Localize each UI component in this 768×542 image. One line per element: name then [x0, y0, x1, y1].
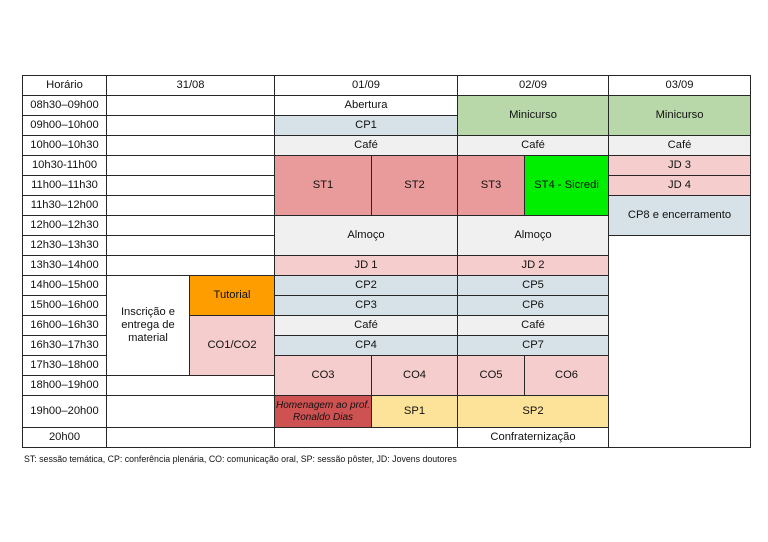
empty-cell [609, 236, 751, 448]
event-almoco-0209: Almoço [458, 216, 609, 256]
time-cell: 11h00–11h30 [23, 176, 107, 196]
event-cp2: CP2 [275, 276, 458, 296]
header-day-3108: 31/08 [107, 76, 275, 96]
empty-cell [107, 376, 275, 396]
empty-cell [107, 156, 275, 176]
event-jd2: JD 2 [458, 256, 609, 276]
event-co6: CO6 [525, 356, 609, 396]
time-cell: 08h30–09h00 [23, 96, 107, 116]
event-st2: ST2 [372, 156, 458, 216]
event-minicurso-0209: Minicurso [458, 96, 609, 136]
event-jd4: JD 4 [609, 176, 751, 196]
empty-cell [107, 428, 275, 448]
event-almoco-0109: Almoço [275, 216, 458, 256]
event-abertura: Abertura [275, 96, 458, 116]
time-cell: 13h30–14h00 [23, 256, 107, 276]
time-cell: 10h00–10h30 [23, 136, 107, 156]
event-cp6: CP6 [458, 296, 609, 316]
event-cafe-am-0109: Café [275, 136, 458, 156]
time-cell: 09h00–10h00 [23, 116, 107, 136]
event-cafe-pm-0209: Café [458, 316, 609, 336]
time-cell: 18h00–19h00 [23, 376, 107, 396]
event-co3: CO3 [275, 356, 372, 396]
event-cafe-am-0309: Café [609, 136, 751, 156]
time-cell: 11h30–12h00 [23, 196, 107, 216]
time-cell: 17h30–18h00 [23, 356, 107, 376]
event-st4: ST4 - Sicredi [525, 156, 609, 216]
header-day-0309: 03/09 [609, 76, 751, 96]
event-confraternizacao: Confraternização [458, 428, 609, 448]
event-minicurso-0309: Minicurso [609, 96, 751, 136]
event-co5: CO5 [458, 356, 525, 396]
event-co4: CO4 [372, 356, 458, 396]
header-horario: Horário [23, 76, 107, 96]
time-cell: 12h00–12h30 [23, 216, 107, 236]
empty-cell [107, 136, 275, 156]
event-sp2: SP2 [458, 396, 609, 428]
event-tutorial: Tutorial [190, 276, 275, 316]
event-inscricao: Inscrição e entrega de material [107, 276, 190, 376]
event-cafe-pm-0109: Café [275, 316, 458, 336]
event-st3: ST3 [458, 156, 525, 216]
event-cp5: CP5 [458, 276, 609, 296]
time-row [23, 96, 751, 116]
empty-cell [107, 216, 275, 236]
empty-cell [107, 256, 275, 276]
event-cp4: CP4 [275, 336, 458, 356]
legend-text: ST: sessão temática, CP: conferência plenária, CO: comunicação oral, SP: sessão pôster, JD: Jovens doutores [24, 454, 457, 464]
time-cell: 14h00–15h00 [23, 276, 107, 296]
header-row [23, 76, 751, 96]
header-day-0209: 02/09 [458, 76, 609, 96]
event-cp3: CP3 [275, 296, 458, 316]
time-cell: 15h00–16h00 [23, 296, 107, 316]
event-cp7: CP7 [458, 336, 609, 356]
event-cp1: CP1 [275, 116, 458, 136]
empty-cell [107, 196, 275, 216]
time-cell: 12h30–13h30 [23, 236, 107, 256]
empty-cell [107, 116, 275, 136]
event-co1co2: CO1/CO2 [190, 316, 275, 376]
event-cp8: CP8 e encerramento [609, 196, 751, 236]
time-row [23, 156, 751, 176]
empty-cell [107, 396, 275, 428]
empty-cell [107, 176, 275, 196]
empty-cell [107, 96, 275, 116]
event-sp1: SP1 [372, 396, 458, 428]
event-cafe-am-0209: Café [458, 136, 609, 156]
time-row [23, 136, 751, 156]
header-day-0109: 01/09 [275, 76, 458, 96]
empty-cell [275, 428, 458, 448]
time-cell: 16h30–17h30 [23, 336, 107, 356]
schedule-table [22, 75, 751, 448]
event-jd3: JD 3 [609, 156, 751, 176]
event-st1: ST1 [275, 156, 372, 216]
empty-cell [107, 236, 275, 256]
time-cell: 20h00 [23, 428, 107, 448]
time-cell: 16h00–16h30 [23, 316, 107, 336]
time-cell: 10h30-11h00 [23, 156, 107, 176]
event-jd1: JD 1 [275, 256, 458, 276]
event-homenagem: Homenagem ao prof. Ronaldo Dias [275, 396, 372, 428]
time-cell: 19h00–20h00 [23, 396, 107, 428]
